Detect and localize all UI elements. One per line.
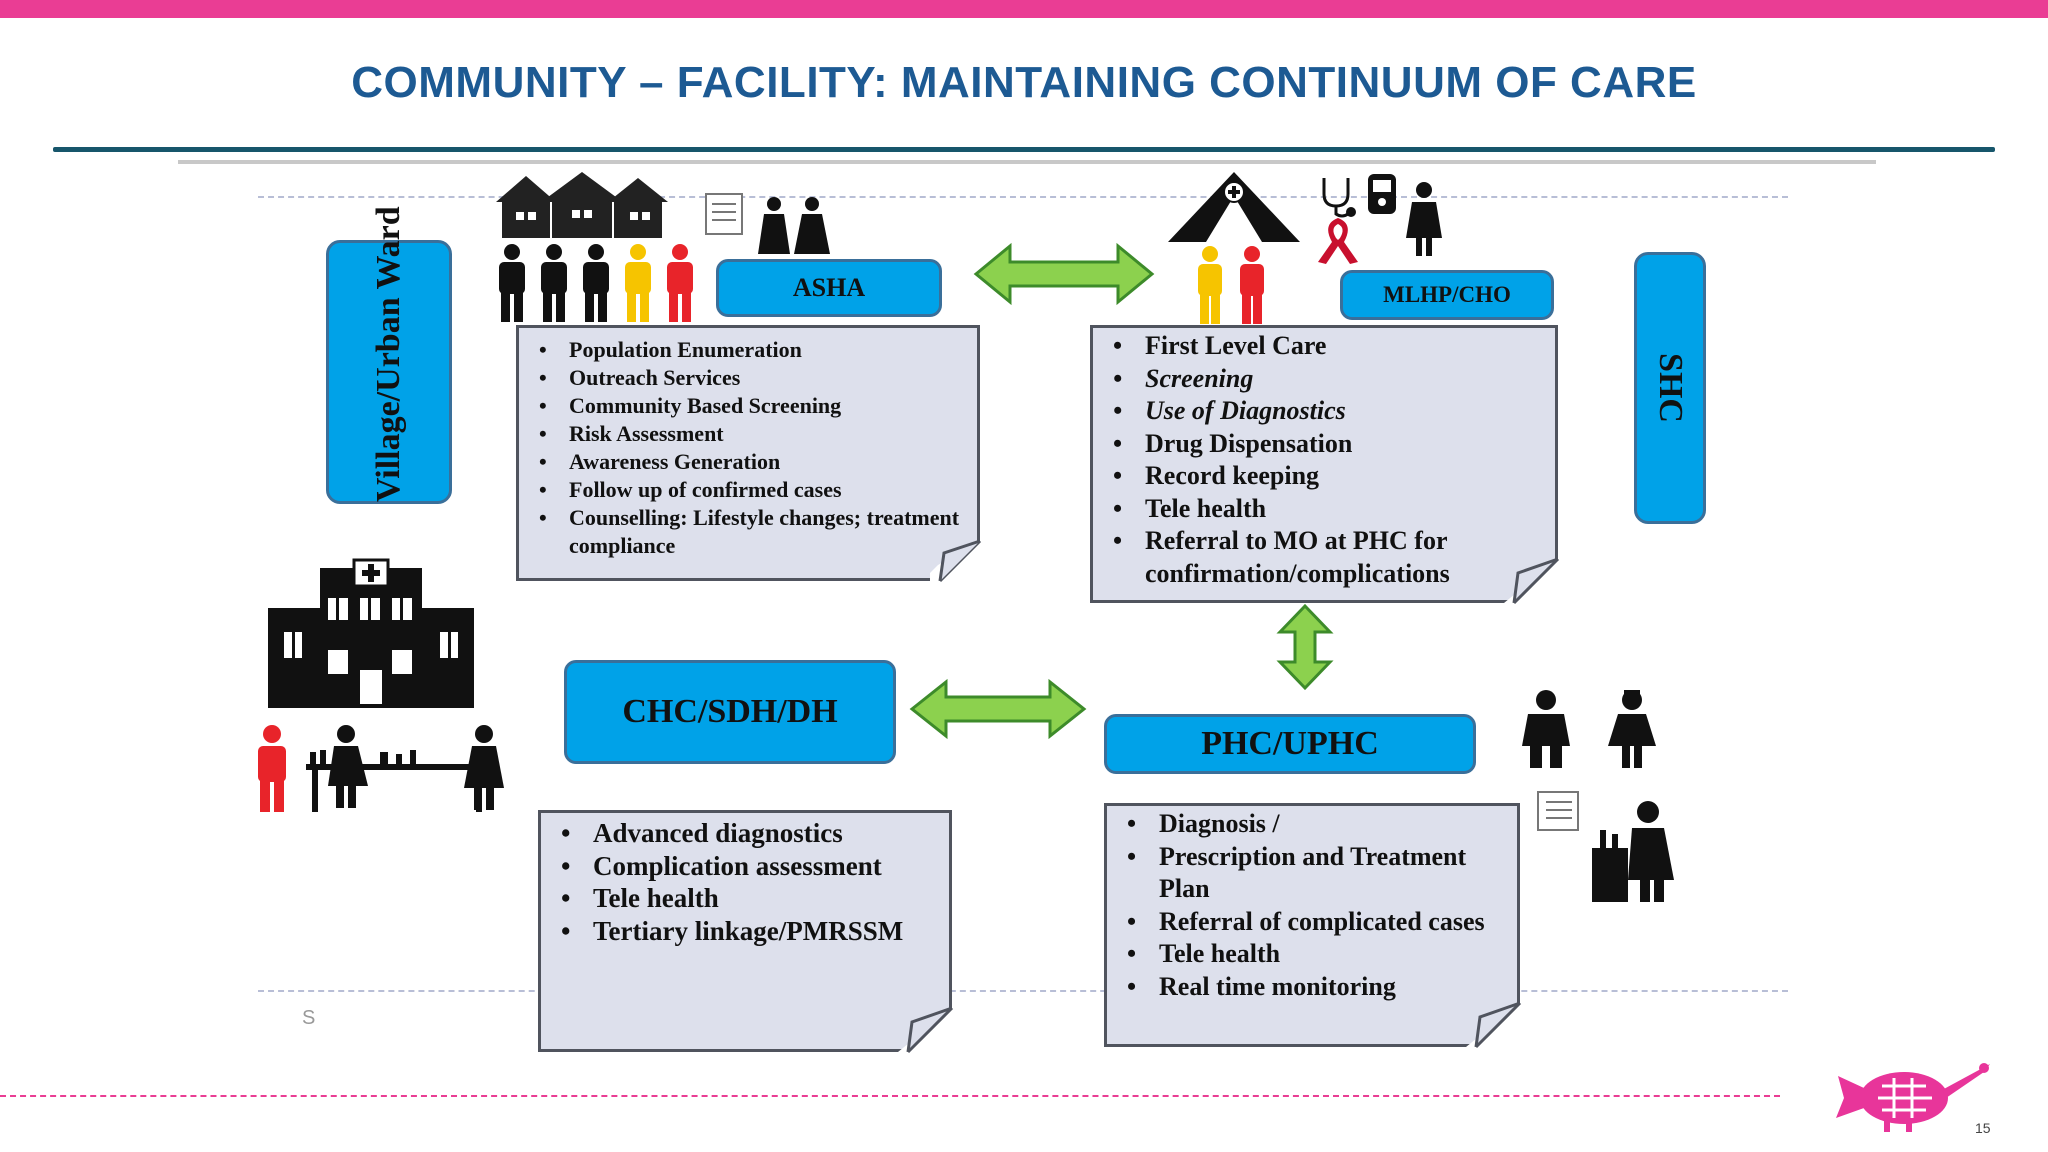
asha-services-box <box>516 325 980 581</box>
slide-logo-icon <box>1834 1058 1990 1134</box>
bidirectional-arrow-icon <box>1280 606 1330 688</box>
service-list-item: • Advanced diagnostics <box>561 817 939 850</box>
service-list-item: • Risk Assessment <box>539 420 967 448</box>
person-figure-icon <box>667 244 693 322</box>
tent-clinic-icon <box>1166 170 1302 244</box>
service-list-item: • Tele health <box>1127 938 1507 971</box>
service-list-item: • Referral to MO at PHC for confirmation/complications <box>1113 525 1545 590</box>
chc-services-box <box>538 810 952 1052</box>
svg-text:S: S <box>302 1007 316 1029</box>
footer-divider <box>0 1095 1780 1097</box>
nurse-icon <box>1404 180 1444 260</box>
service-list-item: • Prescription and Treatment Plan <box>1127 841 1507 906</box>
doctor-icon <box>1514 690 1664 770</box>
clipboard-icon <box>704 192 744 236</box>
service-list-item: • Tele health <box>1113 493 1545 526</box>
village-urban-ward-label <box>326 206 452 504</box>
title-divider <box>53 147 1995 152</box>
service-list-item: • Screening <box>1113 363 1545 396</box>
shc-text: SHC <box>1651 353 1689 423</box>
dashed-guide-top <box>258 196 1788 198</box>
service-list-item: • Real time monitoring <box>1127 971 1507 1004</box>
service-list-item: • Community Based Screening <box>539 392 967 420</box>
red-ribbon-icon <box>1314 214 1362 266</box>
top-accent-bar <box>0 0 2048 18</box>
hospital-icon <box>266 560 476 708</box>
service-list-item: • Tertiary linkage/PMRSSM <box>561 915 939 948</box>
service-list-item: • Counselling: Lifestyle changes; treatment compliance <box>539 504 967 560</box>
person-figure-icon <box>583 244 609 322</box>
village-urban-ward-text: Village/Urban Ward <box>370 206 408 502</box>
service-list-item: • Complication assessment <box>561 850 939 883</box>
bidirectional-arrow-icon <box>976 244 1152 304</box>
glucometer-icon <box>1366 172 1398 218</box>
people-group-icon <box>496 244 710 324</box>
service-list-item: • Outreach Services <box>539 364 967 392</box>
phc-uphc-pill: PHC/UPHC <box>1104 714 1476 774</box>
page-curl-icon <box>1504 559 1558 603</box>
pharmacist-icon <box>1588 800 1678 904</box>
people-group-icon <box>1190 246 1276 326</box>
chc-sdh-dh-pill: CHC/SDH/DH <box>564 660 896 764</box>
service-list-item: • Use of Diagnostics <box>1113 395 1545 428</box>
page-number: 15 <box>1975 1120 1991 1136</box>
service-list-item: • Drug Dispensation <box>1113 428 1545 461</box>
service-list-item: • Record keeping <box>1113 460 1545 493</box>
houses-icon <box>496 172 672 240</box>
page-curl-icon <box>1466 1003 1520 1047</box>
person-figure-icon <box>541 244 567 322</box>
service-list-item: • Referral of complicated cases <box>1127 906 1507 939</box>
page-curl-icon <box>898 1008 952 1052</box>
asha-worker-icon <box>746 196 838 260</box>
page-curl-icon <box>930 541 980 581</box>
shc-label <box>1634 252 1706 524</box>
dashed-guide-bottom <box>258 990 1788 992</box>
service-list-item: • Awareness Generation <box>539 448 967 476</box>
mlhp-cho-pill: MLHP/CHO <box>1340 270 1554 320</box>
person-figure-icon <box>625 244 651 322</box>
service-list-item: • Diagnosis / <box>1127 808 1507 841</box>
diagram-top-edge <box>178 160 1876 164</box>
mlhp-services-box <box>1090 325 1558 603</box>
asha-pill: ASHA <box>716 259 942 317</box>
bidirectional-arrow-icon <box>912 680 1084 738</box>
lab-technician-icon <box>250 724 510 814</box>
person-figure-icon <box>499 244 525 322</box>
service-list-item: • Follow up of confirmed cases <box>539 476 967 504</box>
slide-title: COMMUNITY – FACILITY: MAINTAINING CONTINUUM OF CARE <box>351 58 1697 107</box>
service-list-item: • Population Enumeration <box>539 336 967 364</box>
service-list-item: • First Level Care <box>1113 330 1545 363</box>
service-list-item: • Tele health <box>561 882 939 915</box>
phc-services-box <box>1104 803 1520 1047</box>
clipboard-icon <box>1536 790 1580 832</box>
watermark-fragment <box>300 1004 322 1034</box>
